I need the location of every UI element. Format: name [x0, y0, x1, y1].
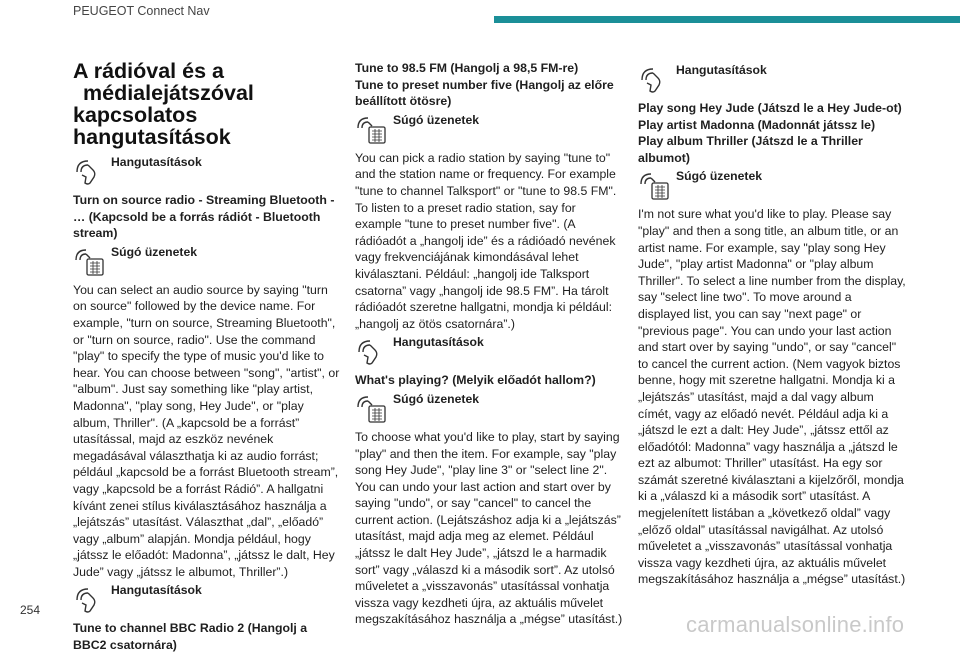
command-text: Play song Hey Jude (Játszd le a Hey Jude-ot)	[638, 101, 902, 115]
voice-command-icon	[355, 334, 389, 368]
page-number: 254	[20, 603, 41, 617]
command-text: Play album Thriller (Játszd le a Thriller albumot)	[638, 134, 863, 165]
help-messages-heading	[355, 391, 623, 425]
help-text: To choose what you'd like to play, start by saying "play" and then the item. For example, say "play song Hey Jude", "play line 3" or "select line 2". You can undo your last action and start over by saying "undo", or say "cancel" to cancel the current action. (Lejátszáshoz adja ki a „lejátszás” utasítást, majd adja meg az elemet. Például „játssz le dalt Hey Jude”, „játszd le a harmadik sort” vagy „válaszd ki a második sort”. Az utolsó műveletet a „visszavonás” utasítással vonhatja vissza vagy kezdheti újra, az aktuális művelet megszakításához használja a „mégse” utasítást.)	[355, 429, 623, 627]
command-text: Play artist Madonna (Madonnát játssz le)	[638, 117, 876, 132]
help-message-icon	[355, 391, 389, 425]
help-messages-label: Súgó üzenetek	[676, 169, 763, 184]
help-message-icon	[638, 168, 672, 202]
voice-commands-label: Hangutasítások	[111, 155, 202, 169]
voice-commands-heading	[73, 154, 341, 188]
help-messages-label: Súgó üzenetek	[393, 112, 480, 127]
command-text: Tune to 98.5 FM (Hangolj a 98,5 FM-re)	[355, 61, 579, 75]
section-title-line-3: kapcsolatos hangutasítások	[73, 103, 231, 149]
help-message-icon	[355, 112, 389, 146]
section-title	[73, 60, 341, 148]
voice-commands-heading	[638, 62, 906, 96]
voice-commands-label: Hangutasítások	[393, 335, 484, 350]
help-messages-label: Súgó üzenetek	[111, 244, 198, 259]
voice-command-icon	[73, 154, 107, 188]
help-messages-heading	[355, 112, 623, 146]
command-text: Tune to channel BBC Radio 2 (Hangolj a BBC2 csatornára)	[73, 621, 308, 653]
command-text: What's playing? (Melyik előadót hallom?)	[355, 373, 596, 388]
voice-commands-heading	[355, 334, 623, 368]
help-messages-label: Súgó üzenetek	[393, 391, 480, 406]
column-2	[355, 60, 623, 628]
voice-command-icon	[73, 582, 107, 616]
header-title: PEUGEOT Connect Nav	[73, 4, 210, 18]
column-1	[73, 60, 341, 654]
section-title-line-1: A rádióval és a	[73, 59, 224, 83]
help-text: You can select an audio source by saying "turn on source" followed by the device name. For example, "turn on source, Streaming Bluetooth", or "turn on source, radio". Use the command "play" to specify the type of music you'd like to hear. You can choose between "song", "artist", or "album". Just say something like "play artist, Madonna", "play song, Hey Jude", or "play album, Thriller". (A „kapcsold be a forrást” utasítással, majd az eszköz nevének megadásával választhatja ki az audio forrást; például „kapcsold be a forrást Bluetooth stream”, vagy „kapcsold be a forrást Rádió”. A hallgatni kívánt zenei stílus kiválasztásához használja a „lejátszás” utasítást. Választhat „dal”, „előadó” vagy „album” alapján. Mondja például, hogy „játssz le előadót: Madonna”, „játssz le dalt, Hey Jude” vagy „játssz le albumot, Thriller”.)	[73, 282, 340, 579]
help-messages-heading	[73, 244, 341, 278]
help-text: I'm not sure what you'd like to play. Please say "play" and then a song title, an album title, or an artist name. For example, say "play song Hey Jude", "play artist Madonna" or "play album Thriller". To select a line number from the display, say "select line two". To move around a displayed list, you can say "next page" or "previous page". You can undo your last action and start over by saying "undo", or say "cancel" to cancel the current action. (Nem vagyok biztos benne, hogy mit szeretne hallgatni. Mondja ki a „lejátszás” utasítást, majd a dal vagy album címét, vagy az előadó nevét. Például adja ki a „játszd le ezt a dalt: Hey Jude”, „játssz ettől az előadótól: Madonna” vagy használja a „játszd le ezt az albumot: Thriller” utasítást. Ha egy sor számát szeretné kiválasztani a kijelzőről, mondja ki a „válaszd ki a második sort” utasítást. A megjelenített listában a „következő oldal” vagy „előző oldal” utasítással navigálhat. Az utolsó műveletet a „visszavonás” utasítással vonhatja vissza vagy kezdheti újra, az aktuális művelet megszakításához használja a „mégse” utasítást.)	[638, 207, 906, 587]
header-accent-bar	[494, 16, 960, 23]
column-3	[638, 60, 906, 588]
voice-commands-label: Hangutasítások	[676, 63, 767, 77]
section-title-line-2: médialejátszóval	[83, 81, 254, 105]
voice-command-icon	[638, 62, 672, 96]
command-text: Tune to preset number five (Hangolj az előre beállított ötösre)	[355, 77, 614, 109]
command-text: Turn on source radio - Streaming Bluetooth - … (Kapcsold be a forrás rádiót - Bluetooth stream)	[73, 193, 335, 241]
watermark: carmanualsonline.info	[686, 612, 905, 637]
help-messages-heading	[638, 168, 906, 202]
help-message-icon	[73, 244, 107, 278]
voice-commands-heading	[73, 582, 341, 616]
voice-commands-label: Hangutasítások	[111, 583, 202, 598]
help-text: You can pick a radio station by saying "tune to" and the station name or frequency. For example "tune to channel Talksport" or "tune to 98.5 FM". To listen to a preset radio station, say for example "tune to preset number five". (A rádióadót a „hangolj ide” és a rádióadó nevének vagy frekvenciájának kimondásával lehet kiválasztani. Például: „hangolj ide Talksport csatorna” vagy „hangolj ide 98.5 FM”. Ha tárolt rádióadót szeretne hallgatni, mondja ki például: „hangolj az ötös csatornára”.)	[355, 150, 617, 331]
